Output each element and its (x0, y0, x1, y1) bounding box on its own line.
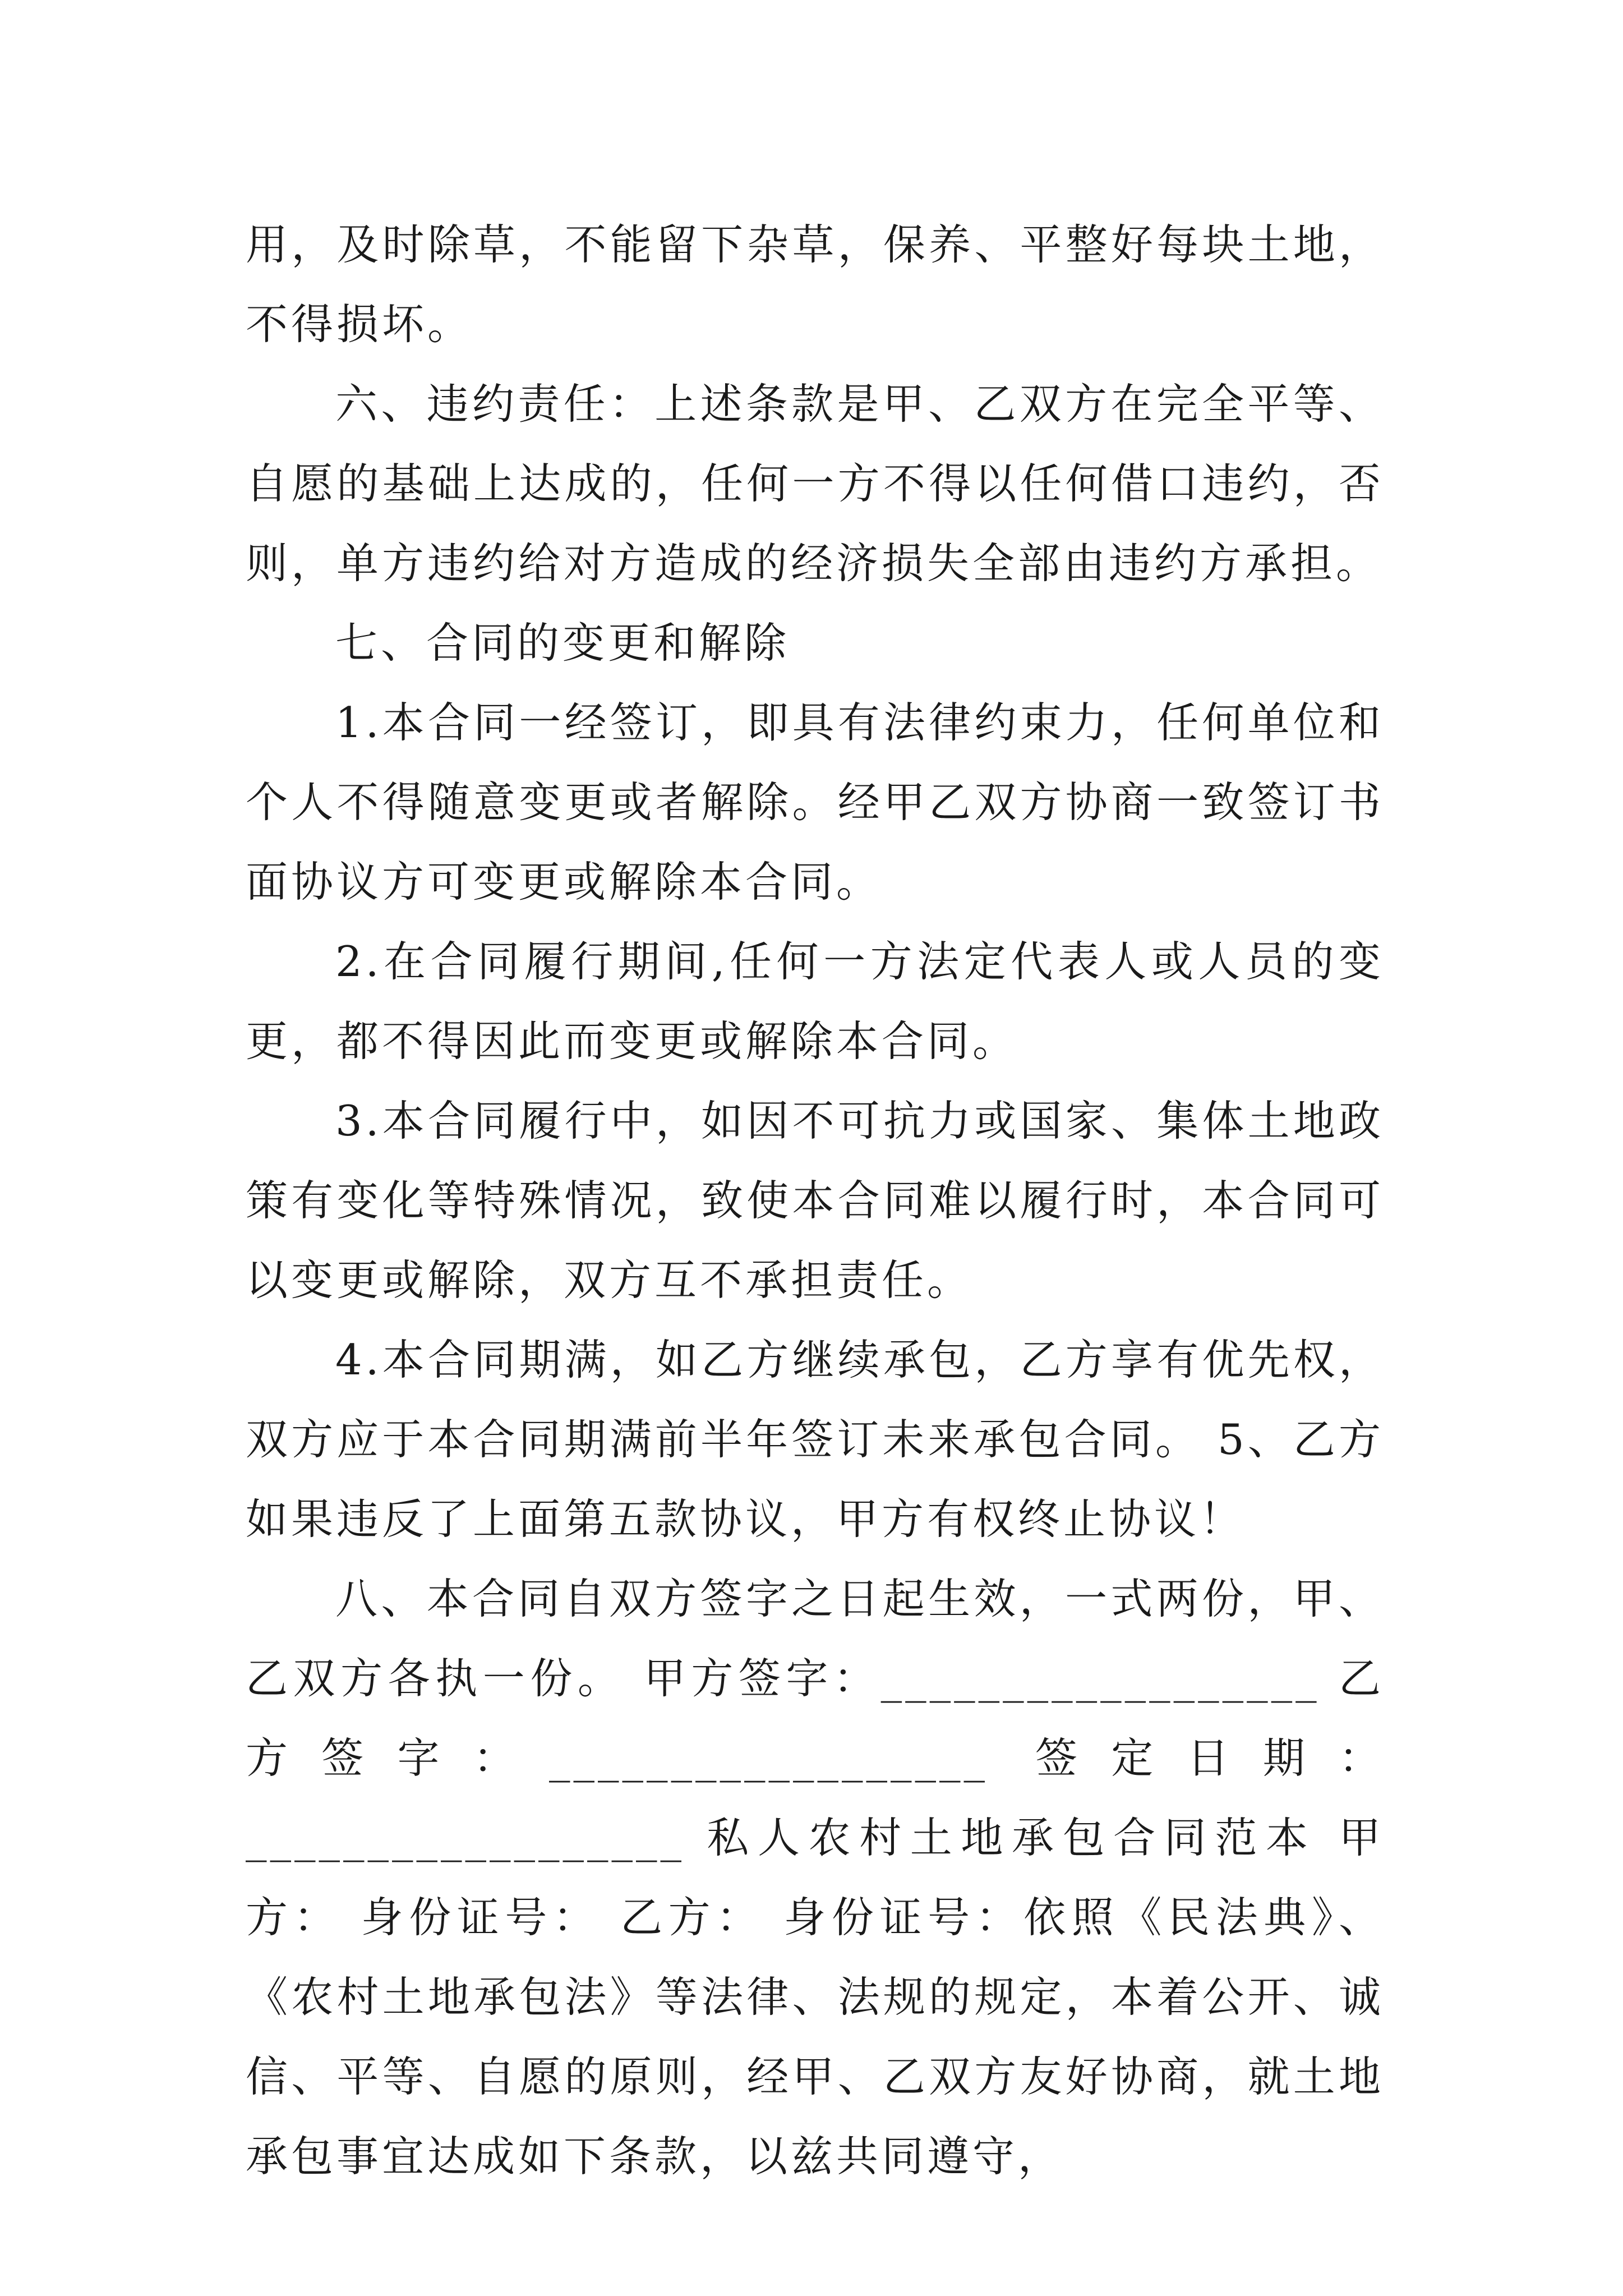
paragraph-clause-3: 3.本合同履行中，如因不可抗力或国家、集体土地政策有变化等特殊情况，致使本合同难以履行时，本合同可以变更或解除，双方互不承担责任。 (246, 1096, 1384, 1305)
paragraph-breach-liability: 六、违约责任：上述条款是甲、乙双方在完全平等、自愿的基础上达成的，任何一方不得以任何借口违约，否则，单方违约给对方造成的经济损失全部由违约方承担。 (246, 379, 1384, 588)
section-heading-contract-change: 七、合同的变更和解除 (335, 618, 790, 668)
paragraph-continuation: 用，及时除草，不能留下杂草，保养、平整好每块土地，不得损坏。 (246, 220, 1384, 349)
paragraph-clause-2: 2.在合同履行期间,任何一方法定代表人或人员的变更，都不得因此而变更或解除本合同。 (246, 937, 1384, 1066)
paragraph-clause-4: 4.本合同期满，如乙方继续承包，乙方享有优先权，双方应于本合同期满前半年签订未来承包合同。 5、乙方如果违反了上面第五款协议，甲方有权终止协议！ (246, 1335, 1384, 1544)
paragraph-effective-signatures: 八、本合同自双方签字之日起生效，一式两份，甲、乙双方各执一份。 甲方签字：__________________ 乙方签字：__________________ 签定日期：__________________ 私人农村土地承包合同范本 甲方： 身份证号： 乙方： 身份证号：依照《民法典》、《农村土地承包法》等法律、法规的规定，本着公开、诚信、平等、自愿的原则，经甲、乙双方友好协商，就土地承包事宜达成如下条款，以兹共同遵守， (246, 1574, 1384, 2181)
contract-body (246, 205, 1384, 2196)
paragraph-clause-1: 1.本合同一经签订，即具有法律约束力，任何单位和个人不得随意变更或者解除。经甲乙双方协商一致签订书面协议方可变更或解除本合同。 (246, 698, 1384, 907)
